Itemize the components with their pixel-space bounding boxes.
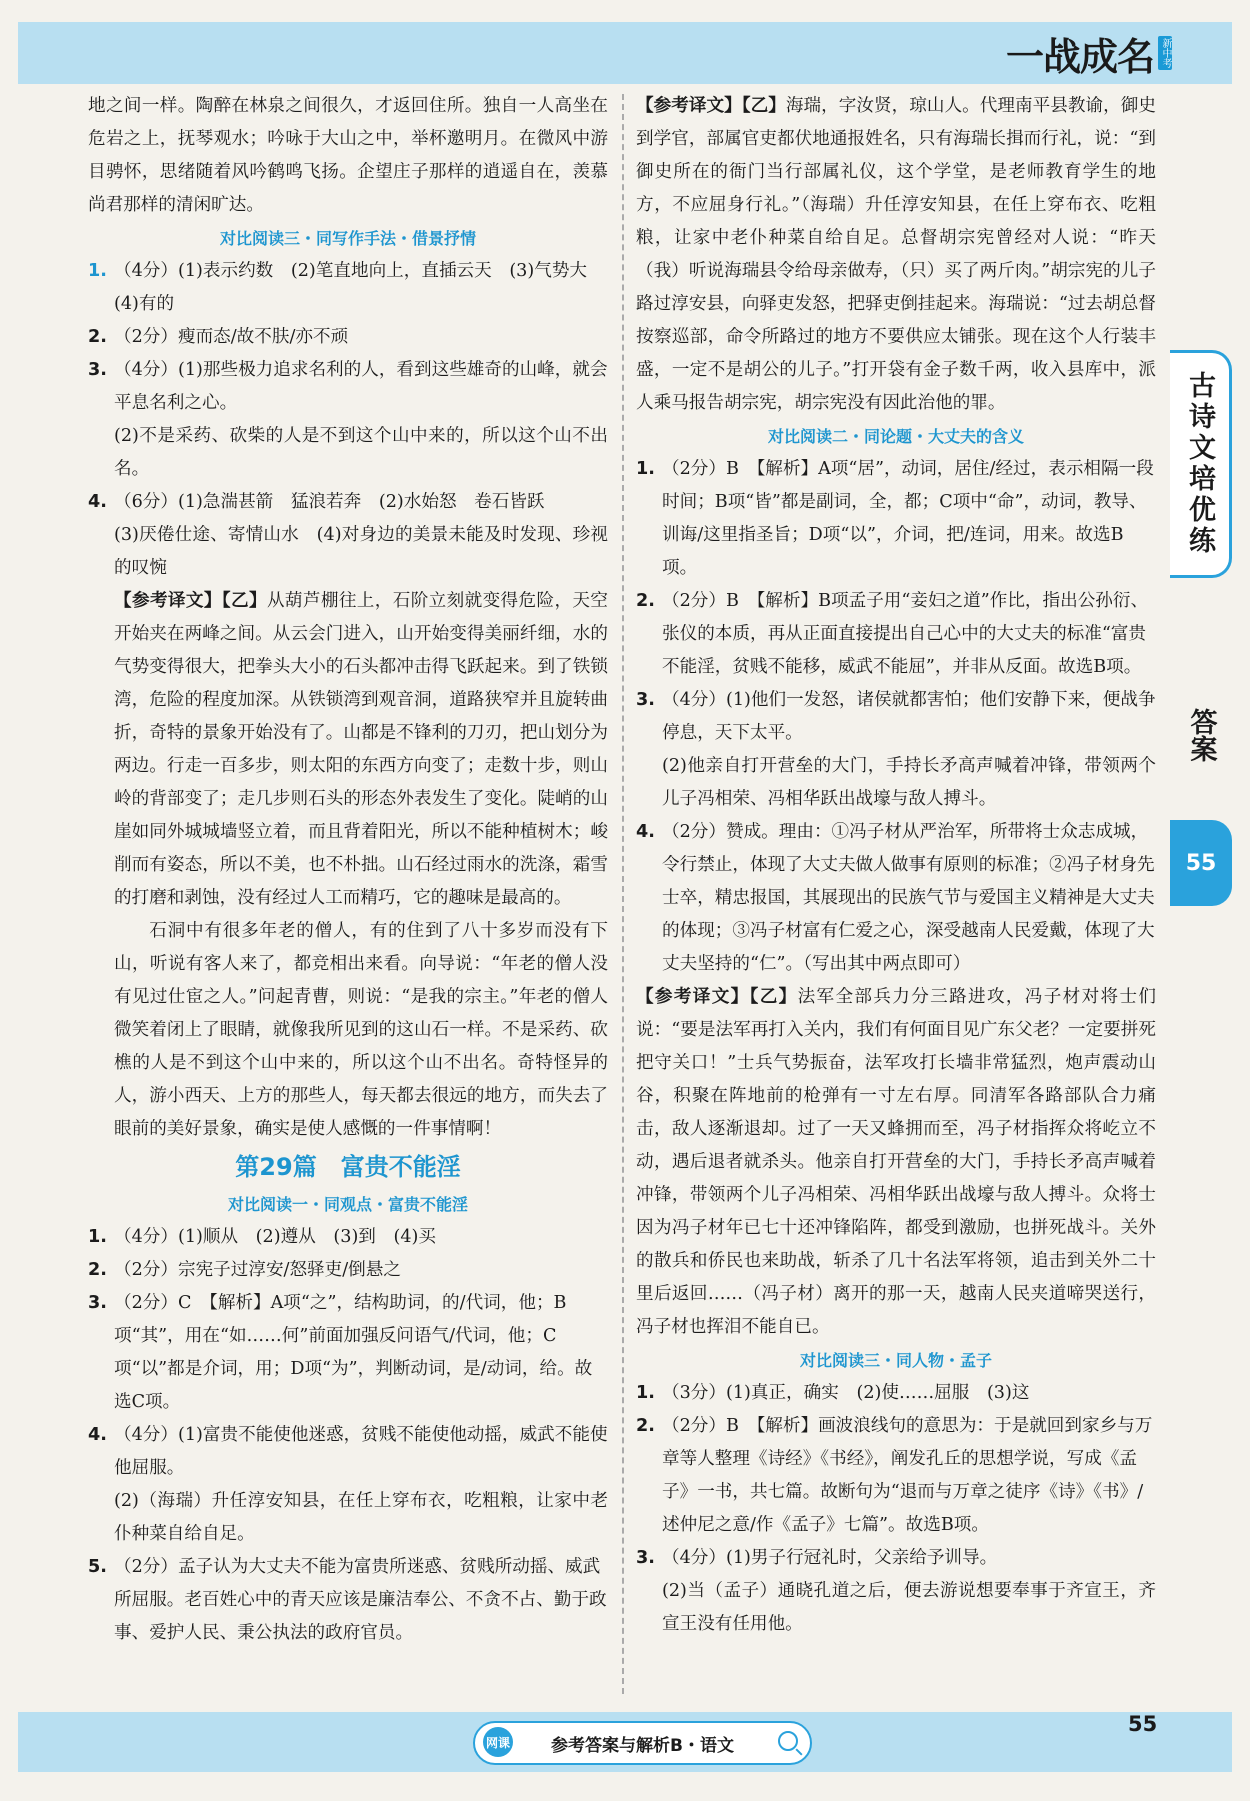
chapter-title: 第29篇 富贵不能淫 [235,1153,461,1181]
answer-item: 4. （4分）(1)富贵不能使他迷惑，贫贱不能使他动摇，威武不能使他屈服。 [88,1425,608,1478]
section-title: 对比阅读三・同人物・孟子 [799,1351,992,1370]
answer-item: 4. （2分）赞成。理由：①冯子材从严治军，所带将士众志成城，令行禁止，体现了大丈夫做人做事有原则的标准；②冯子材身先士卒，精忠报国，其展现出的民族气节与爱国主义精神是大丈夫的体现；③冯子材富有仁爱之心，深受越南人民爱戴，体现了大丈夫坚持的“仁”。（写出其中两点即可） [636,822,1155,974]
answer-item: 2. （2分）B 【解析】B项孟子用“妾妇之道”作比，指出公孙衍、张仪的本质，再从正面直接提出自己心中的大丈夫的标准“富贵不能淫，贫贱不能移，威武不能屈”，并非从反面。故选B项。 [636,591,1149,677]
answer-subline: (2)不是采药、砍柴的人是不到这个山中来的，所以这个山不出名。 [114,426,608,479]
footer-title [473,1721,812,1765]
right-column [636,90,1156,1641]
column-divider [622,94,624,1694]
side-tab-title: 古诗文培优练 [1170,350,1232,578]
translation: 【参考译文】【乙】海瑞，字汝贤，琼山人。代理南平县教谕，御史到学官，部属官吏都伏地通报姓名，只有海瑞长揖而行礼，说：“到御史所在的衙门当行部属礼仪，这个学堂，是老师教育学生的地方，不应屈身行礼。”（海瑞）升任淳安知县，在任上穿布衣、吃粗粮，让家中老仆种菜自给自足。总督胡宗宪曾经对人说：“昨天（我）听说海瑞县令给母亲做寿，（只）买了两斤肉。”胡宗宪的儿子路过淳安县，向驿吏发怒，把驿吏倒挂起来。海瑞说：“过去胡总督按察巡部，命令所路过的地方不要供应太铺张。现在这个人行装丰盛，一定不是胡公的儿子。”打开袋有金子数千两，收入县库中，派人乘马报告胡宗宪，胡宗宪没有因此治他的罪。 [636,96,1156,413]
answer-subline: (2)（海瑞）升任淳安知县，在任上穿布衣，吃粗粮，让家中老仆种菜自给自足。 [114,1491,608,1544]
footer-bar [18,1712,1232,1772]
side-tab-answer: 答案 [1185,708,1217,762]
section-title: 对比阅读二・同论题・大丈夫的含义 [767,427,1024,446]
section-title: 对比阅读一・同观点・富贵不能淫 [227,1195,468,1214]
footer-text: 参考答案与解析B・语文 [551,1735,734,1756]
answer-item: 1. （3分）(1)真正，确实 (2)使……屈服 (3)这 [636,1383,1030,1403]
translation: 【参考译文】【乙】从葫芦棚往上，石阶立刻就变得危险，天空开始夹在两峰之间。从云会门进入，山开始变得美丽纤细，水的气势变得很大，把拳头大小的石头都冲击得飞跃起来。到了铁锁湾，危险的程度加深。从铁锁湾到观音洞，道路狭窄并且旋转曲折，奇特的景象开始没有了。山都是不锋利的刀刃，把山划分为两边。行走一百多步，则太阳的东西方向变了；走数十步，则山岭的背部变了；走几步则石头的形态外表发生了变化。陡峭的山崖如同外城城墙竖立着，而且背着阳光，所以不能种植树木；峻削而有姿态，所以不美，也不朴拙。山石经过雨水的洗涤，霜雪的打磨和剥蚀，没有经过人工而精巧，它的趣味是最高的。 [114,591,608,908]
answer-item: 4. （6分）(1)急湍甚箭 猛浪若奔 (2)水始怒 卷石皆跃 [88,492,545,512]
search-icon [778,1731,798,1751]
answer-subline: (2)当（孟子）通晓孔道之后，便去游说想要奉事于齐宣王，齐宣王没有任用他。 [662,1581,1156,1634]
page-content [88,90,1168,1702]
answer-item: 2. （2分）瘦而态/故不肤/亦不顽 [88,327,349,347]
answer-item: 2. （2分）B 【解析】画波浪线句的意思为：于是就回到家乡与万章等人整理《诗经》《书经》，阐发孔丘的思想学说，写成《孟子》一书，共七篇。故断句为“退而与万章之徒序《诗》《书》/述仲尼之意/作《孟子》七篇”。故选B项。 [636,1416,1153,1535]
answer-item: 3. （4分）(1)他们一发怒，诸侯就都害怕；他们安静下来，便战争停息，天下太平。 [636,690,1156,743]
answer-item: 1. （4分）(1)顺从 (2)遵从 (3)到 (4)买 [88,1227,437,1247]
answer-item: 3. （4分）(1)男子行冠礼时，父亲给予训导。 [636,1548,998,1568]
paragraph: 地之间一样。陶醉在林泉之间很久，才返回住所。独自一人高坐在危岩之上，抚琴观水；吟咏于大山之中，举杯邀明月。在微风中游目骋怀，思绪随着风吟鹤鸣飞扬。企望庄子那样的逍遥自在，羡慕尚君那样的清闲旷达。 [88,96,608,215]
brand-logo [1006,28,1172,78]
section-title: 对比阅读三・同写作手法・借景抒情 [219,229,476,248]
left-column [88,90,608,1650]
answer-subline: (3)厌倦仕途、寄情山水 (4)对身边的美景未能及时发现、珍视的叹惋 [114,525,608,578]
answer-item: 1. （4分）(1)表示约数 (2)笔直地向上，直插云天 (3)气势大 (4)有的 [88,261,605,314]
footer-logo-icon: 网课 [483,1727,513,1757]
side-tab-page: 55 [1170,820,1232,906]
brand-text: 一战成名 [1005,34,1154,79]
page-number: 55 [1128,1712,1158,1736]
translation-continued: 石洞中有很多年老的僧人，有的住到了八十多岁而没有下山，听说有客人来了，都竞相出来看。向导说：“年老的僧人没有见过仕宦之人。”问起青曹，则说：“是我的宗主。”年老的僧人微笑着闭上了眼睛，就像我所见到的这山石一样。不是采药、砍樵的人是不到这个山中来的，所以这个山不出名。奇特怪异的人，游小西天、上方的那些人，每天都去很远的地方，而失去了眼前的美好景象，确实是使人感慨的一件事情啊！ [114,921,608,1139]
brand-tag: 新中考 [1160,38,1171,68]
answer-item: 3. （4分）(1)那些极力追求名利的人，看到这些雄奇的山峰，就会平息名利之心。 [88,360,608,413]
header-bar [18,22,1232,84]
answer-item: 3. （2分）C 【解析】A项“之”，结构助词，的/代词，他；B项“其”，用在“如……何”前面加强反问语气/代词，他；C项“以”都是介词，用；D项“为”，判断动词，是/动词，给。故选C项。 [88,1293,593,1412]
answer-item: 5. （2分）孟子认为大丈夫不能为富贵所迷惑、贫贱所动摇、威武所屈服。老百姓心中的青天应该是廉洁奉公、不贪不占、勤于政事、爱护人民、秉公执法的政府官员。 [88,1557,607,1643]
answer-item: 1. （2分）B 【解析】A项“居”，动词，居住/经过，表示相隔一段时间；B项“皆”都是副词，全，都；C项中“命”，动词，教导、训诲/这里指圣旨；D项“以”，介词，把/连词，用来。故选B项。 [636,459,1154,578]
translation: 【参考译文】【乙】法军全部兵力分三路进攻，冯子材对将士们说：“要是法军再打入关内，我们有何面目见广东父老？一定要拼死把守关口！”士兵气势振奋，法军攻打长墙非常猛烈，炮声震动山谷，积聚在阵地前的枪弹有一寸左右厚。同清军各路部队合力痛击，敌人逐渐退却。过了一天又蜂拥而至，冯子材指挥众将屹立不动，遇后退者就杀头。他亲自打开营垒的大门，手持长矛高声喊着冲锋，带领两个儿子冯相荣、冯相华跃出战壕与敌人搏斗。众将士因为冯子材年已七十还冲锋陷阵，都受到激励，也拼死战斗。关外的散兵和侨民也来助战，斩杀了几十名法军将领，追击到关外二十里后返回……（冯子材）离开的那一天，越南人民夹道啼哭送行，冯子材也挥泪不能自已。 [636,987,1156,1337]
answer-item: 2. （2分）宗宪子过淳安/怒驿吏/倒悬之 [88,1260,401,1280]
answer-subline: (2)他亲自打开营垒的大门，手持长矛高声喊着冲锋，带领两个儿子冯相荣、冯相华跃出战壕与敌人搏斗。 [662,756,1156,809]
